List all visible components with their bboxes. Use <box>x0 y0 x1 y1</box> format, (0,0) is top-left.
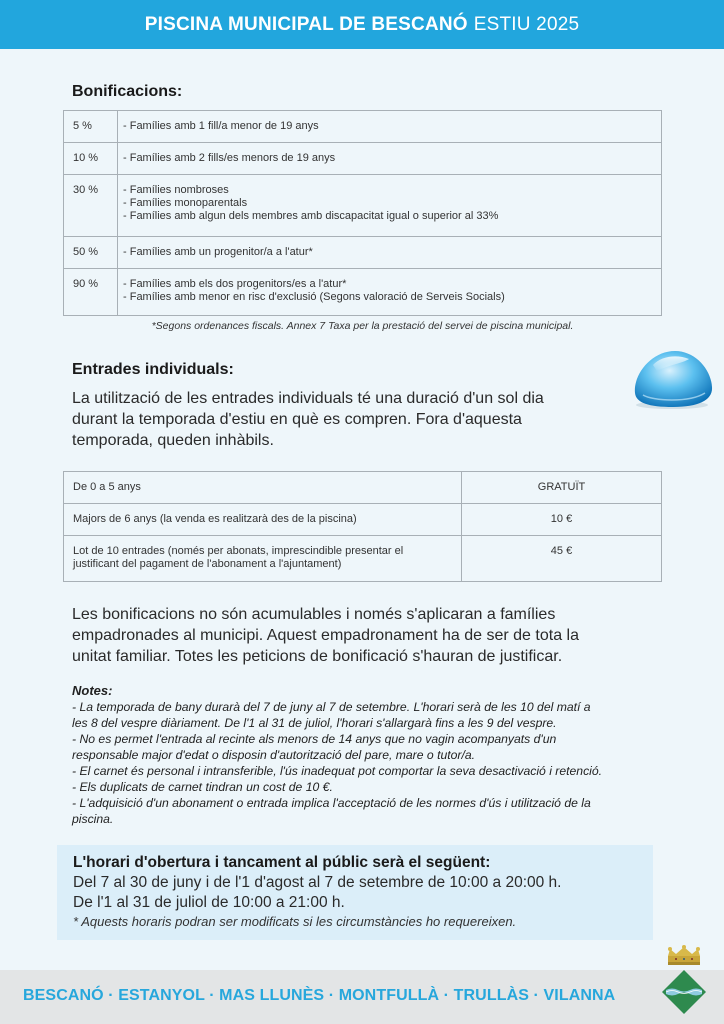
table-row <box>64 536 662 582</box>
paragraph-line: unitat familiar. Totes les peticions de bonificació s'hauran de justificar. <box>72 648 563 665</box>
description-line: - Famílies amb menor en risc d'exclusió (Segons valoració de Serveis Socials) <box>123 291 505 303</box>
note-line: les 8 del vespre diàriament. De l'1 al 31 de juliol, l'horari s'allargarà fins a les 9 del vespre. <box>72 716 557 730</box>
bonificacions-footnote: *Segons ordenances fiscals. Annex 7 Taxa per la prestació del servei de piscina municipal. <box>151 320 574 332</box>
entrada-price: 45 € <box>462 536 662 582</box>
description-line: - Famílies amb els dos progenitors/es a l'atur* <box>123 278 347 290</box>
note-line: - No es permet l'entrada al recinte als menors de 14 anys que no vagin acompanyats d'un <box>72 732 557 746</box>
label-line: De 0 a 5 anys <box>73 481 141 493</box>
bonificacio-percent: 90 % <box>64 269 118 316</box>
table-row <box>64 269 662 316</box>
description-line: - Famílies amb 1 fill/a menor de 19 anys <box>123 120 319 132</box>
header-title-season: ESTIU 2025 <box>473 13 580 35</box>
description-line: - Famílies nombroses <box>123 184 229 196</box>
bonificacio-description <box>118 237 662 269</box>
entrada-price: 10 € <box>462 504 662 536</box>
schedule-line: De l'1 al 31 de juliol de 10:00 a 21:00 h. <box>73 894 345 911</box>
table-row <box>64 175 662 237</box>
bonificacions-title: Bonificacions: <box>72 83 183 100</box>
schedule-line: Del 7 al 30 de juny i de l'1 d'agost al 7 de setembre de 10:00 a 20:00 h. <box>73 874 562 891</box>
table-row <box>64 143 662 175</box>
paragraph-line: temporada, queden inhàbils. <box>72 432 274 449</box>
bonificacions-conditions <box>72 604 579 667</box>
label-line: justificant del pagament de l'abonament a l'ajuntament) <box>73 558 342 570</box>
entrades-intro <box>72 388 544 451</box>
description-line: - Famílies amb algun dels membres amb discapacitat igual o superior al 33% <box>123 210 499 222</box>
footer-towns: BESCANÓ · ESTANYOL · MAS LLUNÈS · MONTFULLÀ · TRULLÀS · VILANNA <box>23 987 616 1004</box>
note-line: - El carnet és personal i intransferible, l'ús inadequat pot comportar la seva desactivació i retenció. <box>72 764 603 778</box>
note-line: - La temporada de bany durarà del 7 de juny al 7 de setembre. L'horari serà de les 10 del matí a <box>72 700 591 714</box>
bonificacio-percent: 50 % <box>64 237 118 269</box>
schedule-note: * Aquests horaris podran ser modificats si les circumstàncies ho requereixen. <box>73 914 517 929</box>
notes-title: Notes: <box>72 683 113 698</box>
page-header <box>0 0 724 49</box>
bonificacions-table <box>63 110 662 316</box>
label-line: Majors de 6 anys (la venda es realitzarà des de la piscina) <box>73 513 357 525</box>
paragraph-line: durant la temporada d'estiu en què es compren. Fora d'aquesta <box>72 411 522 428</box>
entrades-title: Entrades individuals: <box>72 361 234 378</box>
description-line: - Famílies monoparentals <box>123 197 248 209</box>
bonificacio-description <box>118 111 662 143</box>
paragraph-line: La utilització de les entrades individuals té una duració d'un sol dia <box>72 390 544 407</box>
paragraph-line: Les bonificacions no són acumulables i només s'aplicaran a famílies <box>72 606 556 623</box>
entrada-price: GRATUÏT <box>462 472 662 504</box>
coat-of-arms-icon <box>660 944 708 1016</box>
table-row <box>64 111 662 143</box>
note-line: - L'adquisició d'un abonament o entrada implica l'acceptació de les normes d'ús i utilització de la <box>72 796 591 810</box>
entrada-label <box>64 536 462 582</box>
bonificacio-description <box>118 269 662 316</box>
label-line: Lot de 10 entrades (només per abonats, imprescindible presentar el <box>73 545 404 557</box>
description-line: - Famílies amb un progenitor/a a l'atur* <box>123 246 313 258</box>
table-row <box>64 237 662 269</box>
bonificacio-description <box>118 143 662 175</box>
header-title-bold: PISCINA MUNICIPAL DE BESCANÓ <box>144 13 468 35</box>
note-line: responsable major d'edat o disposin d'autorització del pare, mare o tutor/a. <box>72 748 476 762</box>
notes-section <box>72 683 672 827</box>
schedule-box <box>57 845 653 940</box>
entrada-label <box>64 504 462 536</box>
water-drop-icon <box>629 345 715 411</box>
description-line: - Famílies amb 2 fills/es menors de 19 anys <box>123 152 336 164</box>
bonificacio-percent: 30 % <box>64 175 118 237</box>
bonificacio-percent: 5 % <box>64 111 118 143</box>
note-line: piscina. <box>72 812 114 826</box>
table-row <box>64 504 662 536</box>
bonificacio-description <box>118 175 662 237</box>
note-line: - Els duplicats de carnet tindran un cost de 10 €. <box>72 780 333 794</box>
schedule-title: L'horari d'obertura i tancament al públic serà el següent: <box>73 854 491 871</box>
paragraph-line: empadronades al municipi. Aquest empadronament ha de ser de tota la <box>72 627 579 644</box>
entrades-table <box>63 471 662 582</box>
entrada-label <box>64 472 462 504</box>
bonificacio-percent: 10 % <box>64 143 118 175</box>
table-row <box>64 472 662 504</box>
